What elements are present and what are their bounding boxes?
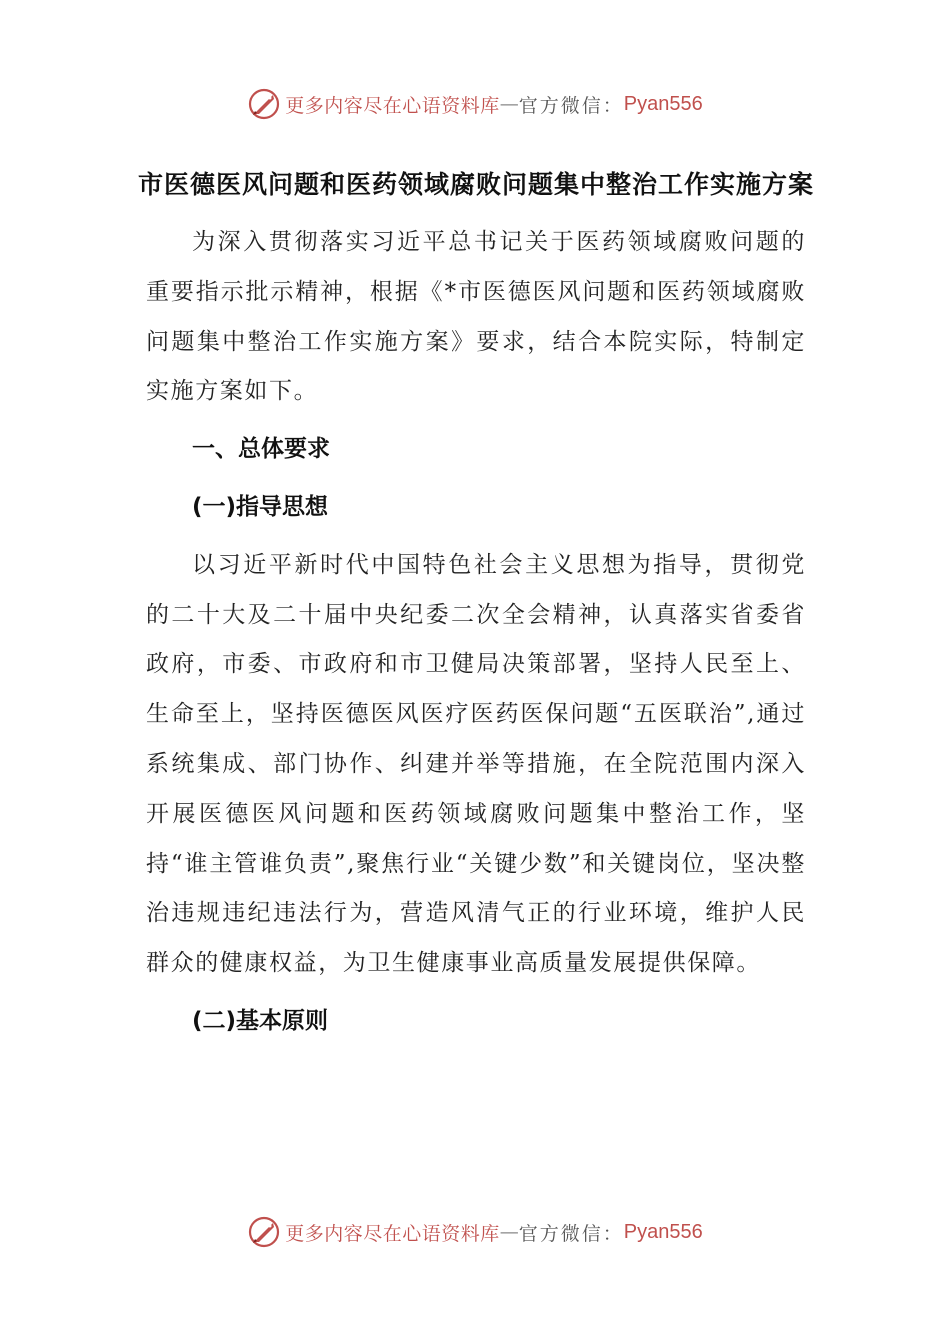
subsection-heading-guiding-ideology: (一)指导思想 (192, 493, 329, 520)
subsection-heading-basic-principles: (二)基本原则 (192, 1007, 329, 1034)
footer-watermark-banner (0, 1212, 950, 1252)
watermark-wechat-id: Pyan556 (623, 1220, 703, 1243)
watermark-separator: — (499, 93, 519, 115)
section-heading-general-requirements: 一、总体要求 (192, 436, 330, 463)
guiding-ideology-paragraph: 以习近平新时代中国特色社会主义思想为指导，贯彻党的二十大及二十届中央纪委二次全会精神，认真落实省委省政府，市委、市政府和市卫健局决策部署，坚持人民至上、生命至上，坚持医德医风医疗医药医保问题“五医联治”,通过系统集成、部门协作、纠建并举等措施，在全院范围内深入开展医德医风问题和医药领域腐败问题集中整治工作，坚持“谁主管谁负责”,聚焦行业“关键少数”和关键岗位，坚决整治违规违纪违法行为，营造风清气正的行业环境，维护人民群众的健康权益，为卫生健康事业高质量发展提供保障。 (146, 551, 806, 977)
watermark-wechat-label: 官方微信： (518, 94, 624, 117)
watermark-text: 更多内容尽在心语资料库 (285, 94, 500, 117)
pen-nib-logo-icon (247, 87, 281, 121)
document-body (137, 160, 814, 1055)
watermark-text: 更多内容尽在心语资料库 (285, 1222, 500, 1245)
pen-nib-logo-icon (247, 1215, 281, 1249)
intro-paragraph: 为深入贯彻落实习近平总书记关于医药领域腐败问题的重要指示批示精神，根据《*市医德医风问题和医药领域腐败问题集中整治工作实施方案》要求，结合本院实际，特制定实施方案如下。 (146, 229, 806, 405)
watermark-separator: — (499, 1221, 519, 1243)
watermark-wechat-id: Pyan556 (623, 92, 703, 115)
watermark-wechat-label: 官方微信： (518, 1222, 624, 1245)
header-watermark-banner (0, 84, 950, 124)
document-title: 市医德医风问题和医药领域腐败问题集中整治工作实施方案 (137, 170, 814, 199)
